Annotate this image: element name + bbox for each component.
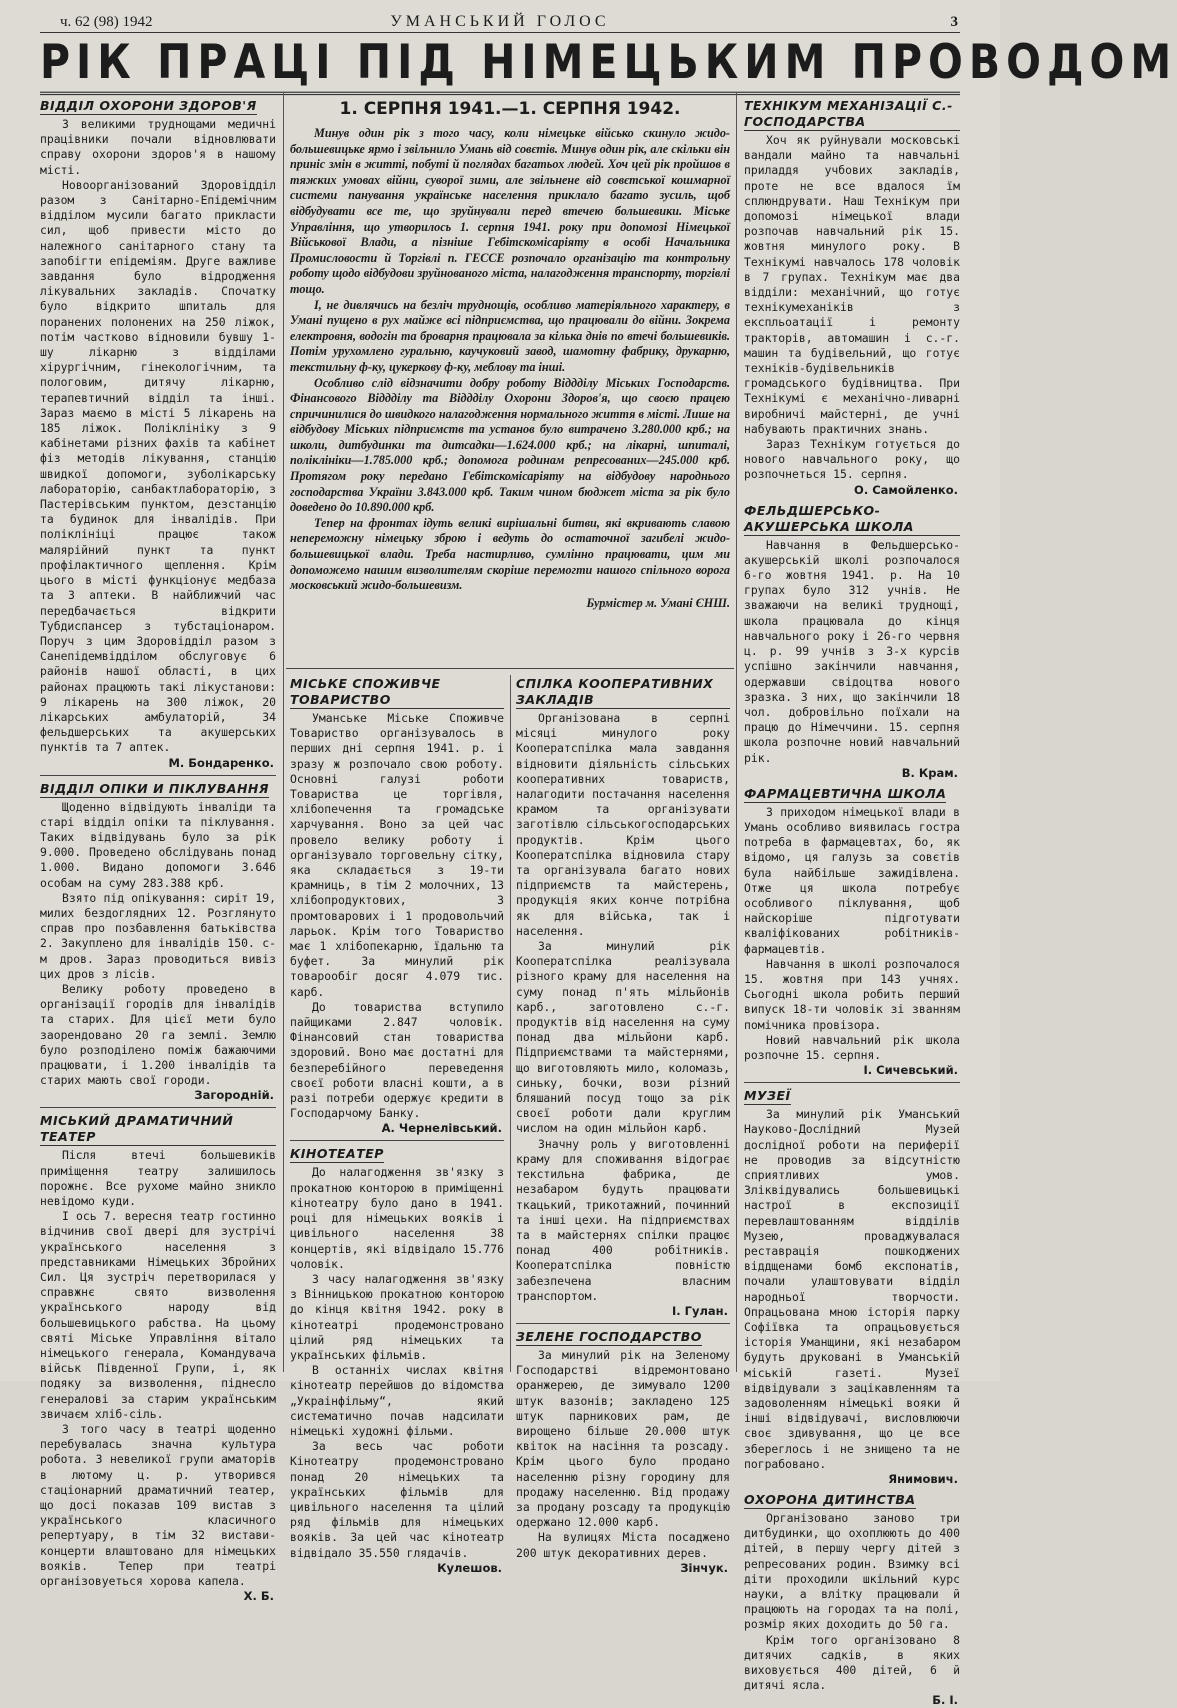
article-child-protection bbox=[744, 1490, 960, 1708]
paragraph: За минулий рік Уманський Науково-Дослідний Музей дослідної роботи на периферії не проводив за відсутністю сприятливих умов. Зліквідувались большевицькі настрої в експозиції перевлаштованням відділів Музею, проваджувалася реставрація пошкоджених віддщенами бомб експонатів, почали улаштовувати відділ народньої творчости. Опрацьована мною історія парку Софіївка та опрацьовується історія Уманщини, які незабаром будуть друковані в Уманській міській газеті. Музеї відвідували з зацікавленням та задоволенням німецькі вояки й інші відвідувачі, висловлюючи своє здивування, що це все збереглось і не знищено та не пограбовано. bbox=[744, 1107, 960, 1471]
page-number: 3 bbox=[950, 14, 958, 30]
article-body bbox=[744, 805, 960, 1063]
article-body bbox=[744, 133, 960, 483]
author-signature: О. Самойленко. bbox=[854, 482, 958, 497]
section-heading: ЗЕЛЕНЕ ГОСПОДАРСТВО bbox=[516, 1328, 702, 1344]
author-signature: Зінчук. bbox=[680, 1560, 728, 1575]
paragraph: За весь час роботи Кінотеатру продемонстровано понад 20 німецьких та українських фільмів для цивільного населення та цілий ряд фільмів для німецьких вояків. За цей час кінотеатр відвідало 35.550 глядачів. bbox=[290, 1439, 504, 1560]
article-welfare bbox=[40, 779, 276, 1104]
page-title: РІК ПРАЦІ ПІД НІМЕЦЬКИМ ПРОВОДОМ bbox=[40, 32, 960, 95]
author-signature: І. Гулан. bbox=[672, 1303, 728, 1318]
paragraph: Зараз Технікум готується до нового навчального року, що розпочнеться 15. серпня. bbox=[744, 437, 960, 482]
section-heading: КІНОТЕАТЕР bbox=[290, 1146, 384, 1162]
section-heading: ВІДДІЛ ОПІКИ И ПІКЛУВАННЯ bbox=[40, 780, 270, 796]
paragraph: За минулий рік на Зеленому Господарстві відремонтовано оранжерею, де зимувало 1200 штук вазонів; закладено 125 штук парникових рам, де вирощено більше 20.000 штук квіток на насіння та розсаду. Крім цього було продано населенню різну городину для продажу населенню. Від продажу за продану розсаду та продукцію одержано 12.000 карб. bbox=[516, 1347, 730, 1530]
paragraph: І, не дивлячись на безліч труднощів, особливо матеріяльного характеру, в Умані пущено в рух майже всі підприємства, що працювали до війни. Зокрема електровня, водогін та броварня працювала за кілька днів по втечі большевиків. Потім урухомлено гуральню, каучуковий завод, шамотну фабрику, друкарню, текстильну ф-ку, цукеркову ф-ку, меблову та інші. bbox=[290, 297, 730, 374]
paragraph: За минулий рік Кооператспілка реалізувала різного краму для населення на суму понад п'ять мільйонів карб., заготовлено с.-г. продуктів від населення на суму понад два мільйони карб. Підприємствами та майстернями, що виготовляють мило, коломазь, синьку, бочки, вози різний бляшаний посуд тощо за рік своєї роботи дали круглим числом на один мільйон карб. bbox=[516, 939, 730, 1136]
paragraph: Уманське Міське Споживче Товариство організувалось в перших дні серпня 1941. р. і зразу ж розпочало свою роботу. Основні галузі роботи Товариства це торгівля, хлібопечення та громадське харчування. Воно за цей час провело велику роботу і організувало торговельну сітку, яка складається з 19-ти крамниць, в тім 2 молочних, 13 хлібопродуктових, 3 промтоварових і 1 продовольчий ларьок. Крім того Товариство має 1 хлібопекарню, їдальню та буфет. За минулий рік товарообіг досяг 4.079 тис. карб. bbox=[290, 711, 504, 999]
column-2 bbox=[290, 674, 504, 1575]
section-heading: ОХОРОНА ДИТИНСТВА bbox=[744, 1492, 916, 1508]
divider bbox=[40, 1107, 276, 1108]
paragraph: До товариства вступило пайщиками 2.847 чоловік. Фінансовий стан товариства здоровий. Воно має достатні для безперебійного переведення своєї роботи власні кошти, а в разі потреби одержує кредити в Господарчому Банку. bbox=[290, 999, 504, 1121]
paragraph: Навчання в Фельдшерсько-акушерській школі розпочалося 6-го жовтня 1941. р. На 10 групах було 312 учнів. Не зважаючи на великі труднощі, школа працювала до кінця навчального року і 26-го червня ц. р. 99 учнів з 3-х курсів успішно закінчили навчання, одержавши свідоцтва нового зразка. З них, що закінчили 18 чол. добровільно поїхали на працю до Німеччини. 15. серпня школа розпочне новий навчальний рік. bbox=[744, 537, 960, 765]
author-signature: І. Сичевський. bbox=[863, 1063, 958, 1078]
article-consumer-society bbox=[290, 674, 504, 1136]
lead-heading: 1. СЕРПНЯ 1941.—1. СЕРПНЯ 1942. bbox=[339, 99, 681, 119]
paragraph: Минув один рік з того часу, коли німецьке військо скинуло жидо-большевицьке ярмо і звільнило Умань від совєтів. Минув один рік, але скільки він приніс змін в житті, побуті й поглядах багатьох людей. Хоч цей рік пройшов в тяжких умовах війни, суворої зими, але звільнене від совєтської кошмарної системи панування українське населення приклало багато зусиль, щоб відбудувати все те, що зруйнували перед втечею большевики. Міське Управління, що утворилось 1. серпня 1941. року при допомозі Німецької Військової Влади, а пізніше Гебітскомісаріяту в особі Начальника Промисловости й Торгівлі п. ГЕССЕ розпочало організацію та контрольну роботу щодо відбудови зруйнованого міста, налагодження транспорту, торгівлі тощо. bbox=[290, 126, 730, 296]
paragraph: З приходом німецької влади в Умань особливо виявилась гостра потреба в фармацевтах, бо, як відомо, ця галузь за совєтів була найбільше зажидівлена. Отже ця школа потребує особливого піклування, щоб найскоріше підготувати кваліфікованих робітників-фармацевтів. bbox=[744, 804, 960, 956]
paragraph: Новий навчальний рік школа розпочне 15. серпня. bbox=[744, 1032, 960, 1062]
author-signature: Б. І. bbox=[932, 1693, 958, 1708]
article-green-economy bbox=[516, 1327, 730, 1576]
article-health bbox=[40, 96, 276, 771]
paragraph: Хоч як руйнували московські вандали майно та навчальні приладдя учбових закладів, проте не все вдалося їм сплюндрувати. Наш Технікум при допомозі німецької влади розпочав навчальний рік 15. жовтня минулого року. В Технікумі навчалось 178 чоловік в 7 групах. Технікум має два відділи: механічний, що готує технікумеханіків з експльоатації і ремонту тракторів, автомашин і с.-г. машин та будівельний, що готує техніків-будівельників громадського будівництва. При Технікумі є механічно-ливарні виробничі майстерні, де учні набувають практичних знань. bbox=[744, 133, 960, 436]
article-body bbox=[516, 711, 730, 1304]
paragraph: На вулицях Міста посаджено 200 штук декоративних дерев. bbox=[516, 1530, 730, 1560]
divider bbox=[516, 1323, 730, 1324]
column-3 bbox=[516, 674, 730, 1575]
column-rule bbox=[283, 92, 284, 1372]
section-heading: ТЕХНІКУМ МЕХАНІЗАЦІЇ С.-ГОСПОДАРСТВА bbox=[744, 98, 960, 131]
lead-signature: Бурмістер м. Умані ЄНШ. bbox=[586, 595, 730, 610]
column-4 bbox=[744, 96, 960, 1708]
page-header bbox=[40, 12, 960, 33]
article-body bbox=[744, 1511, 960, 1693]
paragraph: До налагодження зв'язку з прокатною конторою в приміщенні кінотеатру було дано в 1941. році для німецьких вояків і цивільного населення 38 концертів, які відвідало 15.776 чоловік. bbox=[290, 1165, 504, 1271]
newspaper-name: УМАНСЬКИЙ ГОЛОС bbox=[390, 13, 610, 30]
article-theatre bbox=[40, 1111, 276, 1604]
author-signature: Загородній. bbox=[194, 1088, 274, 1103]
article-body bbox=[744, 1107, 960, 1472]
divider bbox=[744, 1082, 960, 1083]
article-cooperative bbox=[516, 674, 730, 1319]
paragraph: Новоорганізований Здоровідділ разом з Санітарно-Епідемічним відділом мусили багато прикласти сил, щоб привести місто до належного санітарного стану та запобігти епідеміям. Друге важливе завдання було відродження лікувальних закладів. Спочатку було відкрито шпиталь для поранених полонених на 250 ліжок, потім частково відновили бувшу 1-шу лікарню з відділами хірургічним, гінекологічним, та пологовим, дитячу лікарню, терапевтичний відділ та інші. Зараз маємо в місті 5 лікарень на 185 ліжок. Поліклініку з 9 кабінетами різних фахів та кабінет фіз методів лікування, станцію швидкої допомоги, зуболікарську лабораторію, санбактлабораторію, з Пастерівським пунктом, дезстанцію та будинок для інвалідів. При поліклініці працює також малярійний пункт та пункт профілактичного щеплення. Крім цього в місті функціонує медбаза та 3 аптеки. В найближчий час передбачається відкрити Тубдиспансер з тубстаціонаром. Поруч з цим Здоровідділ разом з Санепідемвідділом обслуговує 6 районів нашої області, в цих районах працюють такі лікустанови: 9 лікарень на 300 ліжок, 20 лікарських амбулаторій, 34 фельдшерських та акушерських пунктів та 7 аптек. bbox=[40, 177, 276, 755]
article-body bbox=[290, 1165, 504, 1560]
paragraph: Значну роль у виготовленні краму для споживання відограє текстильна фабрика, де незабаром будуть працювати ткацький, трикотажний, починний та інші цехи. На підприємствах та в майстернях спілки працює понад 400 робітників. Кооператспілка повністю забезпечена власним транспортом. bbox=[516, 1136, 730, 1303]
section-heading: СПІЛКА КООПЕРАТИВНИХ ЗАКЛАДІВ bbox=[516, 676, 730, 709]
lead-body bbox=[290, 126, 730, 611]
section-heading: МІСЬКИЙ ДРАМАТИЧНИЙ ТЕАТЕР bbox=[40, 1113, 276, 1146]
paragraph: Організована в серпні місяці минулого року Кооператспілка мала завдання відновити діяльність сільських кооперативних товариств, налагодити постачання населення крамом та організувати заготівлю сільськогосподарських продуктів. Крім цього Кооператспілка відновила стару та організувала багато нових підприємств та майстерень, продукція яких конче потрібна як для війська, так і населення. bbox=[516, 711, 730, 938]
paragraph: Щоденно відвідують інваліди та старі відділ опіки та піклування. Таких відвідувань було за рік 9.000. Проведено обслідувань понад 1.000. Видано допомоги 3.646 особам на суму 283.388 крб. bbox=[40, 799, 276, 890]
paragraph: Взято під опікування: сиріт 19, милих бездоглядних 12. Розглянуто справ про позбавлення батьківства 2. Закуплено для інвалідів 150. с-м дров. Зараз проводиться вивіз цих дров з лісів. bbox=[40, 890, 276, 981]
article-body bbox=[516, 1348, 730, 1561]
article-body bbox=[40, 800, 276, 1089]
paragraph: Крім того організовано 8 дитячих садків, в яких виховується 400 дітей, 6 й дитячі ясла. bbox=[744, 1632, 960, 1693]
author-signature: В. Крам. bbox=[901, 765, 958, 780]
divider bbox=[290, 1140, 504, 1141]
section-heading: ВІДДІЛ ОХОРОНИ ЗДОРОВ'Я bbox=[40, 98, 257, 113]
column-1 bbox=[40, 96, 276, 1604]
lead-article bbox=[290, 94, 730, 666]
issue-number: ч. 62 (98) 1942 bbox=[60, 14, 153, 30]
column-rule bbox=[736, 92, 737, 1372]
paragraph: Велику роботу проведено в організації городів для інвалідів та старих. Для цієї мети було заорендовано 20 га землі. Землю було розподілено поміж бажаючими працювати, і 1.200 інвалідів та старих мають свої городи. bbox=[40, 981, 276, 1088]
article-technical-school bbox=[744, 96, 960, 498]
article-body bbox=[290, 711, 504, 1121]
paragraph: Організовано заново три дитбудинки, що охоплюють до 400 дітей, в першу чергу дітей з репресованих родин. Взимку всі діти проходили шкільний курс науки, а влітку працювали й працюють на городах та на полі, розмір яких доходить до 50 га. bbox=[744, 1511, 960, 1632]
section-heading: ФАРМАЦЕВТИЧНА ШКОЛА bbox=[744, 785, 947, 801]
paragraph: З великими труднощами медичні працівники почали відновлювати справу охорони здоров'я в нашому місті. bbox=[40, 117, 276, 177]
paragraph: З часу налагодження зв'язку з Вінницькою прокатною конторою до кінця квітня 1942. року в кінотеатрі продемонстровано цілий ряд німецьких та українських фільмів. bbox=[290, 1271, 504, 1362]
article-medical-school bbox=[744, 501, 960, 781]
paragraph: Особливо слід відзначити добру роботу Віддділу Міських Господарств. Фінансового Віддділу та Віддділу Охорони Здоров'я, що своєю працею спричинилися до швидкого налагодження нормального життя в місті. Лише на відбудову Міських підприємств та установ було витрачено 3.280.000 крб.; на школи, дитбудинки та дитсадки—1.624.000 крб.; на лікарні, шпиталі, поліклініки—1.785.000 крб.; допомога родинам репресованих—245.000 крб. Протягом року передано Гебітскомісаріяту на відбудову народнього господарства України 3.843.000 крб. Таким чином бюджет міста за рік було доведено до 10.890.000 крб. bbox=[290, 375, 730, 515]
article-body bbox=[40, 117, 276, 756]
paragraph: В останніх числах квітня кінотеатр перейшов до відомства „Украінфільму“, який систематично почав надсилати німецькі художні фільми. bbox=[290, 1363, 504, 1438]
paragraph: Навчання в школі розпочалося 15. жовтня при 143 учнях. Сьогодні школа робить перший випуск 18-ти чоловік зі званням помічника провізора. bbox=[744, 956, 960, 1032]
author-signature: Х. Б. bbox=[243, 1589, 274, 1604]
article-body bbox=[744, 538, 960, 766]
author-signature: А. Чернелівський. bbox=[381, 1121, 502, 1136]
paragraph: Після втечі большевиків приміщення театру залишилось порожнє. Все рухоме майно зникло невідомо куди. bbox=[40, 1148, 276, 1208]
column-rule bbox=[510, 675, 511, 1372]
paragraph: З того часу в театрі щоденно перебувалась значна культура робота. З невеликої групи аматорів в лютому ц. р. утворився стаціонарний драматичний театер, що досі показав 109 вистав з українського класичного репертуару, в тім 32 вистави-концерти влаштовано для німецьких вояків. Тепер при театрі організовуеться хорова капела. bbox=[40, 1422, 276, 1589]
section-heading: МІСЬКЕ СПОЖИВЧЕ ТОВАРИСТВО bbox=[290, 676, 504, 709]
paragraph: Тепер на фронтах ідуть великі вирішальні битви, які вкривають славою непереможну німецьку зброю і ведуть до остаточної загибелі жидо-большевицької влади. Треба настирливо, сумлінно працювати, цим ми допоможемо нашим визволителям скоріше перемогти нашого спільного ворога московський жидо-большевизм. bbox=[290, 515, 730, 593]
divider bbox=[40, 775, 276, 776]
author-signature: М. Бондаренко. bbox=[168, 755, 274, 770]
author-signature: Янимович. bbox=[888, 1472, 958, 1487]
section-heading: ФЕЛЬДШЕРСЬКО-АКУШЕРСЬКА ШКОЛА bbox=[744, 503, 960, 536]
article-cinema bbox=[290, 1144, 504, 1575]
article-body bbox=[40, 1148, 276, 1589]
divider bbox=[286, 668, 734, 669]
paragraph: І ось 7. вересня театр гостинно відчинив свої двері для зустрічі українського населення з представниками Німецьких Збройних Сил. Ця зустріч перетворилася у справжнє свято визволення українського народу від большевицького рабства. На цьому святі Міське Управління вітало німецького генерала, Командувача військ Південної Групи, і, як подяку за визволення, піднесло генералові за старим українським звичаєм хліб-сіль. bbox=[40, 1209, 276, 1421]
article-museums bbox=[744, 1086, 960, 1487]
author-signature: Кулешов. bbox=[437, 1560, 502, 1575]
section-heading: МУЗЕЇ bbox=[744, 1088, 791, 1104]
article-pharmacy-school bbox=[744, 784, 960, 1078]
